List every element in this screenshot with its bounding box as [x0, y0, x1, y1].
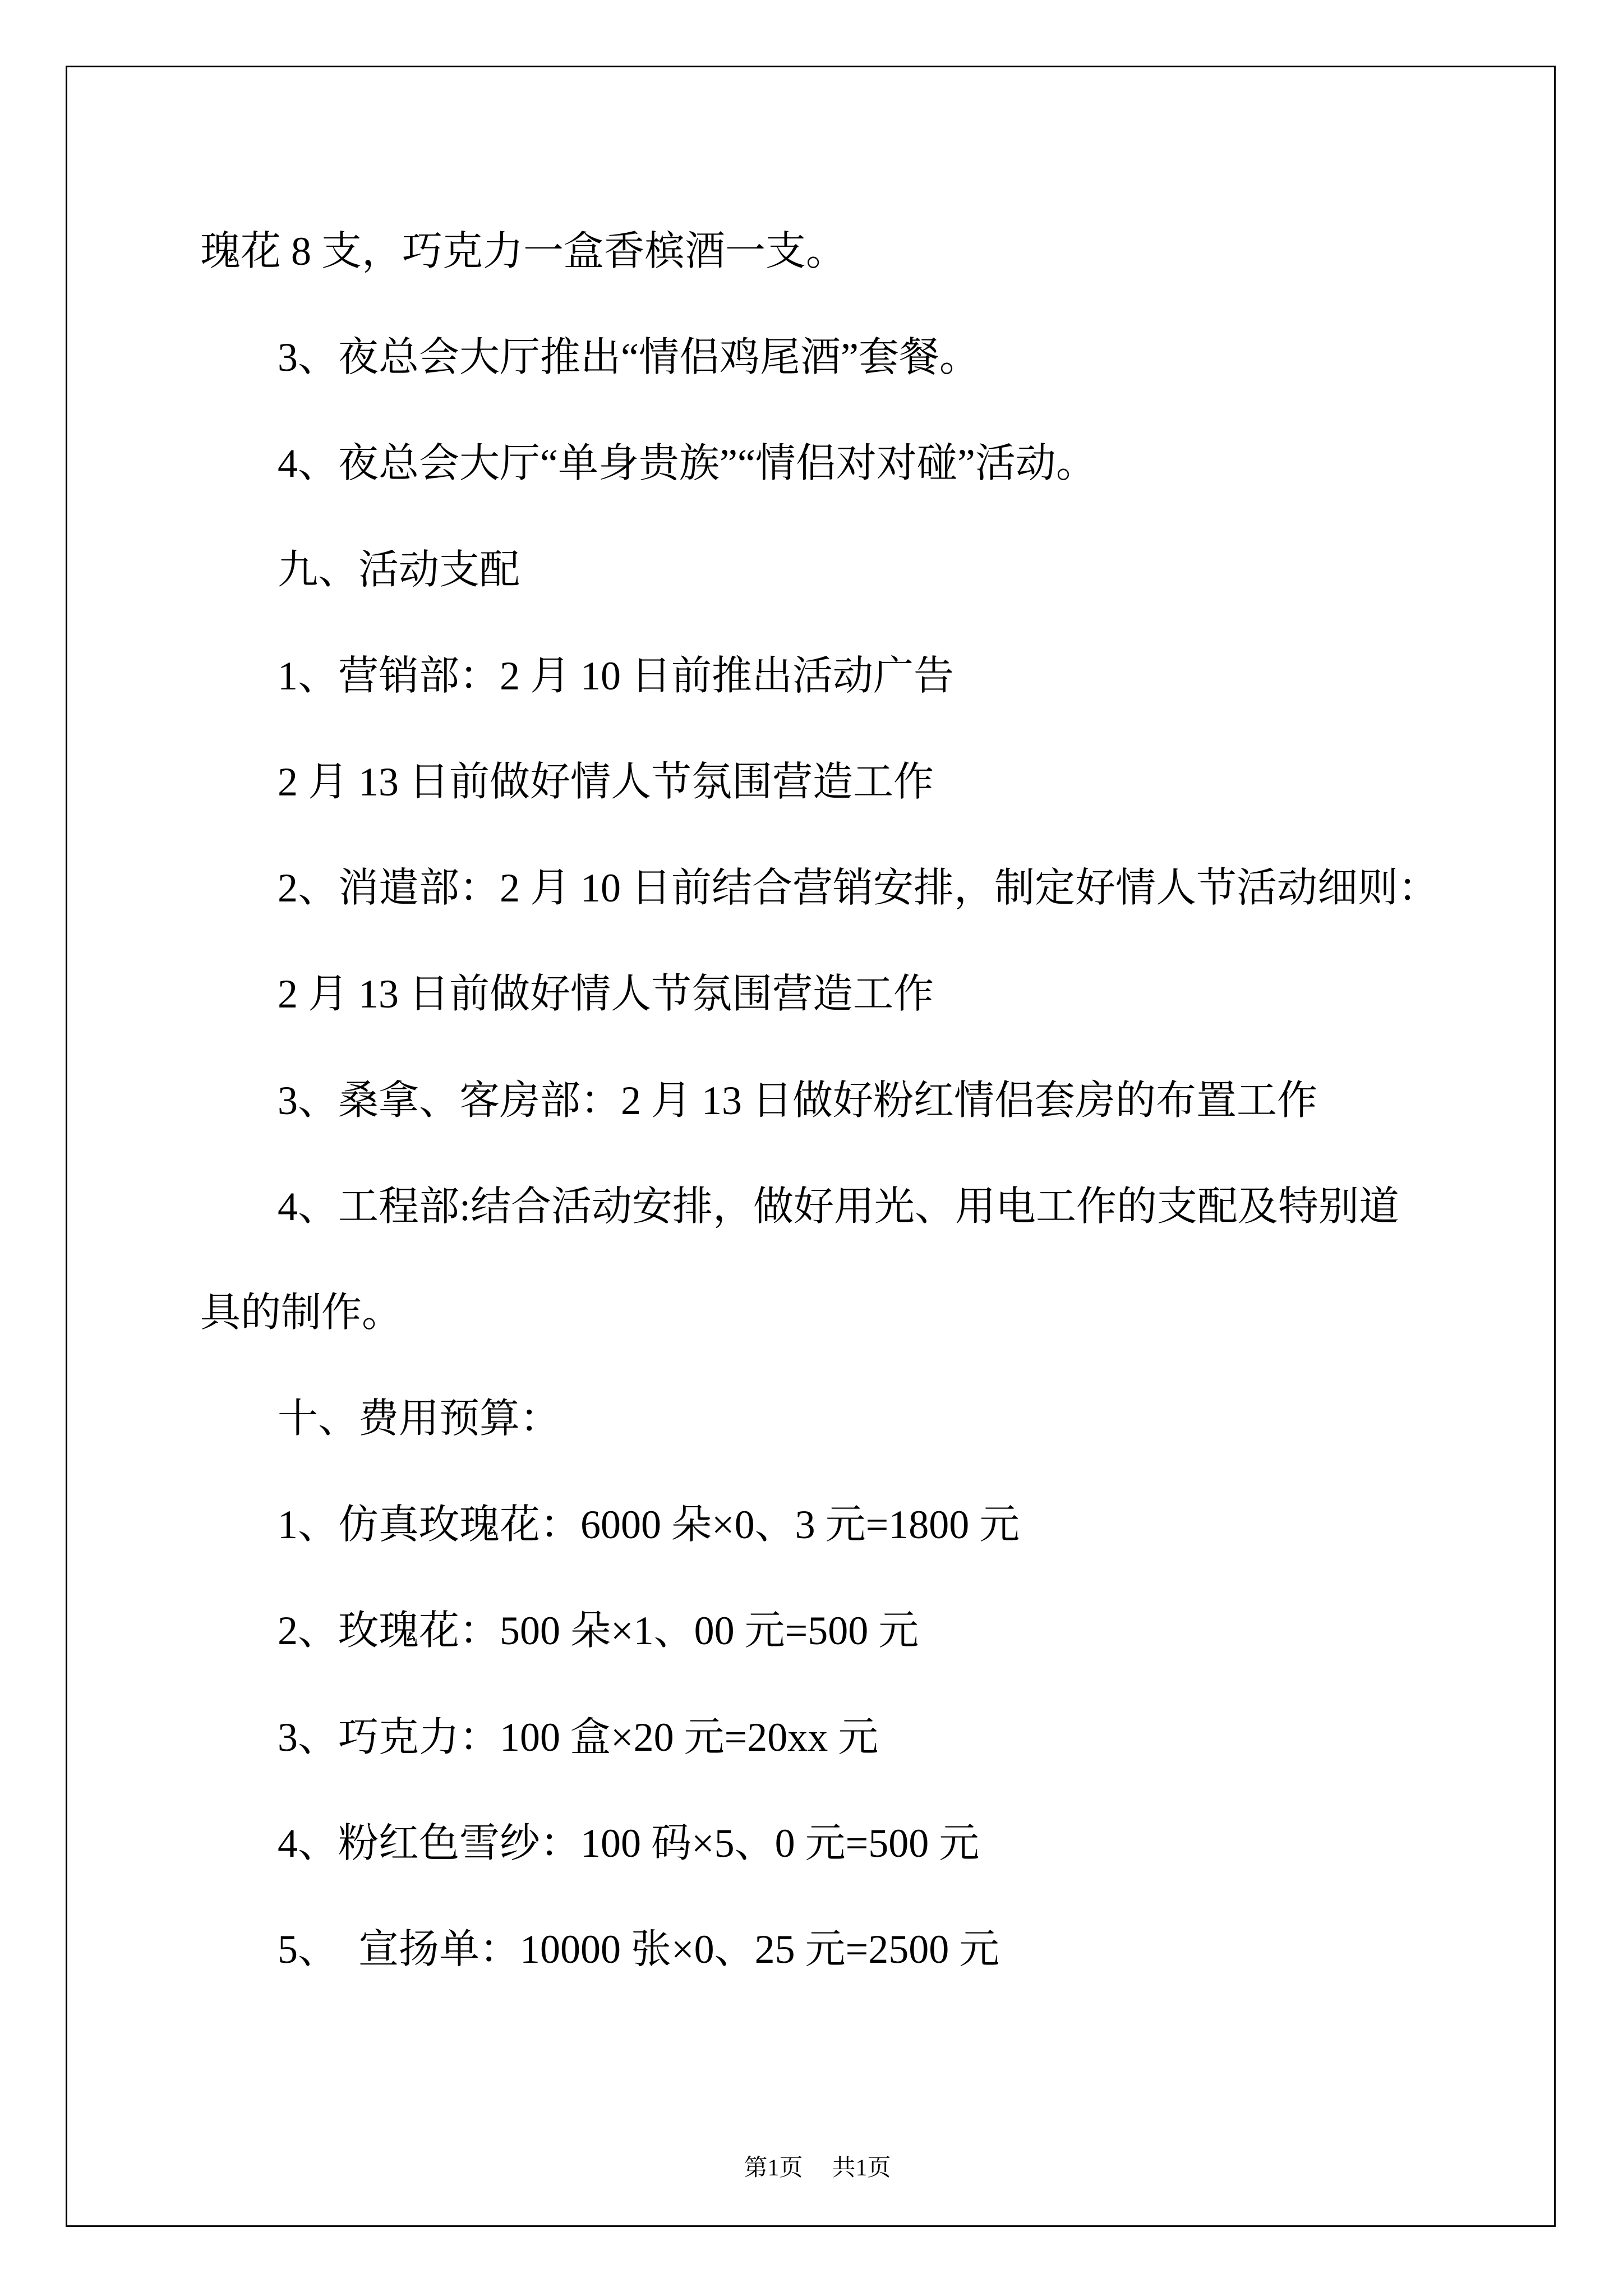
budget-item: 4、粉红色雪纱：100 码×5、0 元=500 元	[278, 1820, 980, 1866]
budget-item: 2、玫瑰花：500 朵×1、00 元=500 元	[278, 1608, 919, 1654]
paragraph: 2 月 13 日前做好情人节氛围营造工作	[278, 972, 934, 1017]
document-body	[200, 199, 1524, 2003]
paragraph-continuation: 瑰花 8 支，巧克力一盒香槟酒一支。	[200, 229, 847, 274]
budget-item: 5、 宣扬单：10000 张×0、25 元=2500 元	[278, 1927, 1000, 1972]
list-item: 2、消遣部：2 月 10 日前结合营销安排，制定好情人节活动细则：	[278, 866, 1439, 911]
budget-item: 3、巧克力：100 盒×20 元=20xx 元	[278, 1714, 879, 1760]
section-heading: 十、费用预算：	[278, 1396, 561, 1442]
section-heading: 九、活动支配	[278, 547, 520, 592]
budget-item: 1、仿真玫瑰花：6000 朵×0、3 元=1800 元	[278, 1502, 1020, 1548]
page-total: 共1页	[832, 2155, 891, 2181]
page-number: 第1页	[744, 2155, 803, 2181]
paragraph: 2 月 13 日前做好情人节氛围营造工作	[278, 759, 934, 804]
list-item: 1、营销部：2 月 10 日前推出活动广告	[278, 653, 955, 698]
list-item: 4、夜总会大厅“单身贵族”“情侣对对碰”活动。	[278, 441, 1096, 486]
list-item: 3、夜总会大厅推出“情侣鸡尾酒”套餐。	[278, 335, 980, 380]
paragraph-continuation: 具的制作。	[200, 1290, 403, 1335]
page-footer	[0, 2129, 1623, 2181]
list-item: 3、桑拿、客房部：2 月 13 日做好粉红情侣套房的布置工作	[278, 1078, 1318, 1123]
list-item: 4、工程部:结合活动安排，做好用光、用电工作的支配及特别道	[278, 1184, 1400, 1229]
